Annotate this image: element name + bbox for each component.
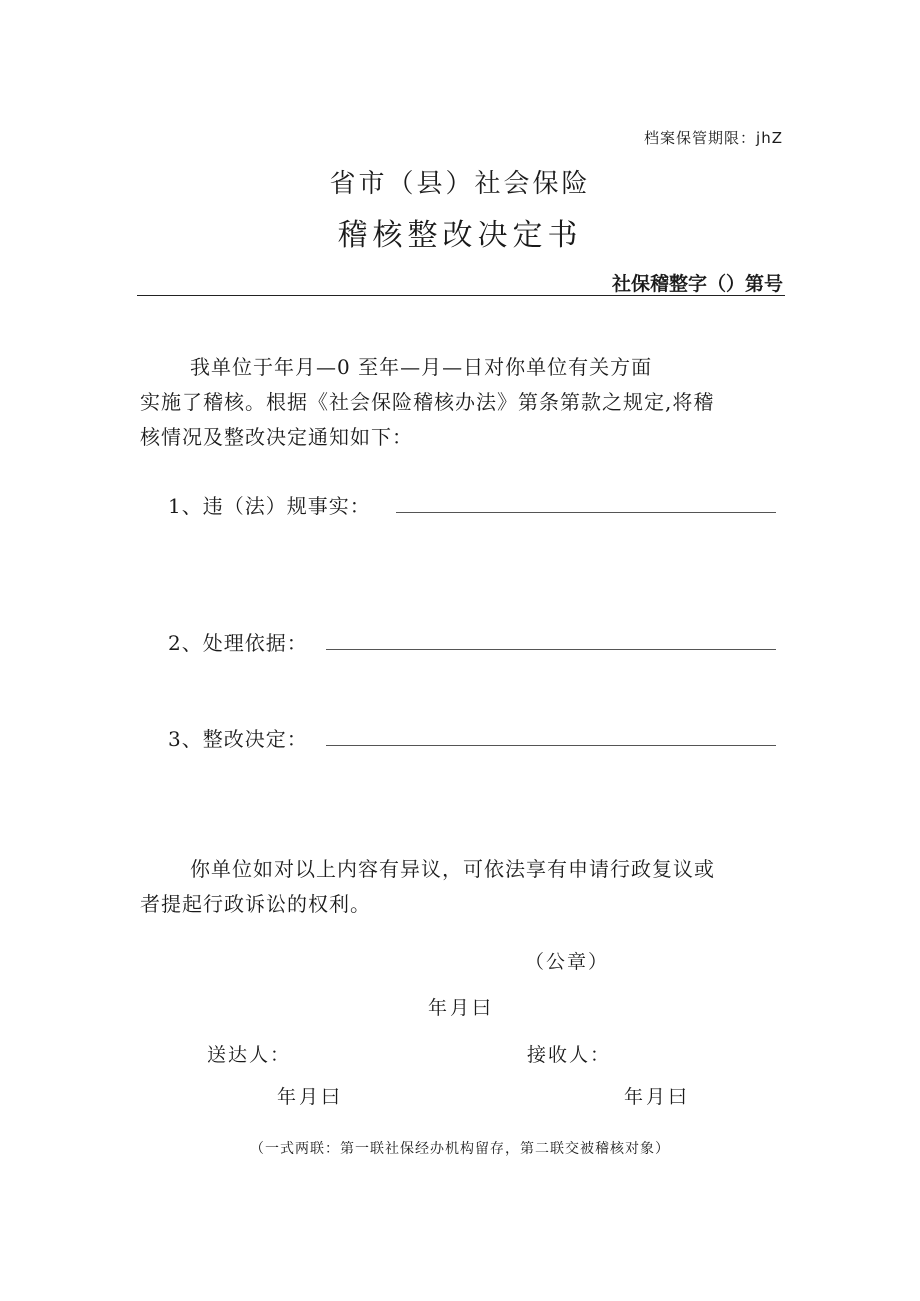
handling-basis-label: 2、处理依据： (168, 631, 308, 655)
copies-footnote: （一式两联：第一联社保经办机构留存，第二联交被稽核对象） (250, 1141, 670, 1157)
document-title-line1: 省市（县）社会保险 (329, 169, 591, 199)
rectification-decision-label: 3、整改决定： (168, 727, 308, 751)
rectification-decision-line[interactable] (326, 745, 776, 746)
intro-paragraph (140, 350, 780, 455)
intro-line-3: 核情况及整改决定通知如下： (140, 425, 413, 449)
document-number: 社保稽整字（）第号 (611, 273, 783, 295)
receiver-date: 年月曰 (624, 1086, 691, 1108)
official-seal-label: （公章） (525, 951, 610, 973)
issue-date: 年月曰 (428, 997, 495, 1019)
objection-notice (140, 852, 780, 922)
handling-basis-line[interactable] (326, 649, 776, 650)
violation-facts-line[interactable] (396, 512, 776, 513)
receiver-label: 接收人： (527, 1044, 612, 1066)
header-divider (137, 295, 785, 296)
notice-line-1: 你单位如对以上内容有异议，可依法享有申请行政复议或 (190, 857, 715, 881)
notice-line-2: 者提起行政诉讼的权利。 (140, 892, 371, 916)
sender-date: 年月曰 (277, 1086, 344, 1108)
sender-label: 送达人： (207, 1044, 292, 1066)
document-title-line2: 稽核整改决定书 (337, 218, 583, 253)
retention-period: 档案保管期限：jhZ (644, 129, 783, 147)
violation-facts-label: 1、违（法）规事实： (168, 494, 371, 518)
intro-line-1: 我单位于年月—0 至年—月—日对你单位有关方面 (190, 355, 653, 379)
intro-line-2: 实施了稽核。根据《社会保险稽核办法》第条第款之规定,将稽 (140, 390, 715, 414)
